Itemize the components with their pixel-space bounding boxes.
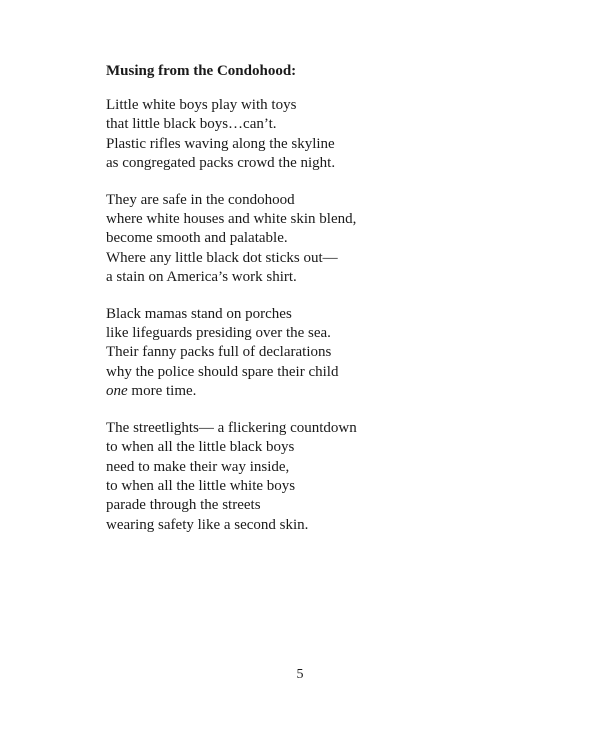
poem-line: They are safe in the condohood [106, 191, 295, 208]
poem-line: become smooth and palatable. [106, 230, 288, 247]
poem-line: Where any little black dot sticks out— [106, 249, 338, 266]
poem-line: a stain on America’s work shirt. [106, 269, 297, 286]
poem-line: The streetlights— a flickering countdown [106, 419, 357, 436]
poem-line: Black mamas stand on porches [106, 305, 292, 322]
poem-line: Their fanny packs full of declarations [106, 344, 332, 361]
poem-line: parade through the streets [106, 497, 261, 514]
page-number: 5 [296, 667, 304, 682]
poem-line-rest: more time. [127, 383, 197, 400]
poem-line: Little white boys play with toys [106, 97, 297, 113]
poem-line: why the police should spare their child [106, 363, 339, 380]
stanza-3 [106, 305, 526, 402]
stanza-1 [106, 96, 526, 174]
poem-line: to when all the little black boys [106, 439, 295, 456]
poem-line: Plastic rifles waving along the skyline [106, 135, 335, 152]
poem-line: as congregated packs crowd the night. [106, 155, 336, 172]
poem-line: wearing safety like a second skin. [106, 516, 309, 533]
stanza-2 [106, 191, 526, 288]
poem-line-mixed [106, 382, 526, 401]
poem [106, 62, 526, 552]
stanza-4 [106, 419, 526, 535]
poem-line: need to make their way inside, [106, 458, 290, 475]
poem-line: to when all the little white boys [106, 477, 296, 494]
poem-line: like lifeguards presiding over the sea. [106, 325, 331, 342]
poem-line: where white houses and white skin blend, [106, 211, 357, 228]
emphasis-word: one [106, 383, 128, 400]
poem-line: that little black boys…can’t. [106, 116, 277, 133]
poem-title: Musing from the Condohood: [106, 63, 297, 79]
